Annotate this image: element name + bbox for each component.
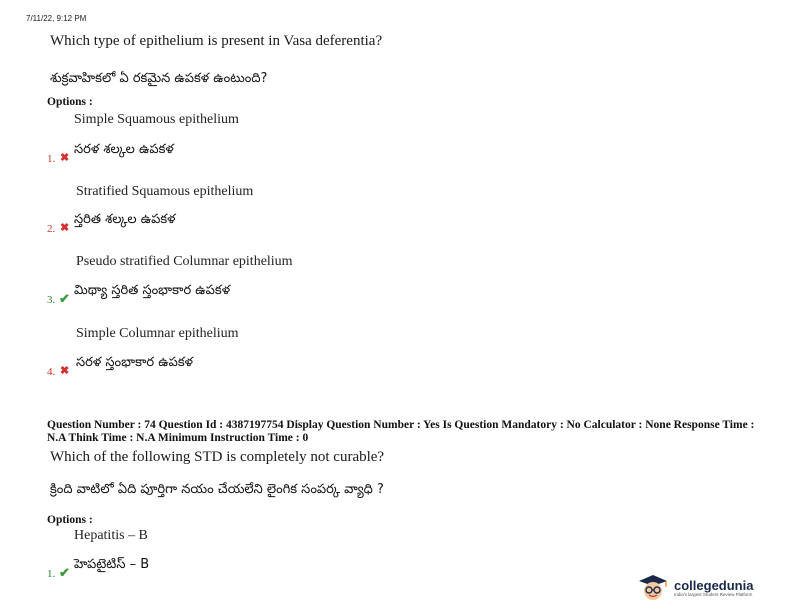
option-telugu: సరళ స్తంభాకార ఉపకళ (76, 355, 193, 370)
option-telugu: మిథ్యా స్తరిత స్తంభాకార ఉపకళ (74, 283, 231, 298)
question-english: Which type of epithelium is present in Vasa deferentia? (50, 33, 383, 49)
question-telugu: క్రింది వాటిలో ఏది పూర్తిగా నయం చేయలేని లైంగిక సంపర్క వ్యాధి ? (50, 482, 384, 497)
collegedunia-logo (636, 574, 753, 602)
cross-icon: ✖ (60, 365, 70, 377)
option-telugu: సరళ శల్కల ఉపకళ (74, 142, 174, 157)
graduate-mascot-icon (636, 574, 670, 602)
option-number: 4. (47, 366, 56, 378)
option-english: Stratified Squamous epithelium (76, 184, 254, 199)
question-english: Which of the following STD is completely not curable? (50, 449, 385, 465)
checkmark-icon: ✔ (59, 291, 70, 306)
question-telugu: శుక్రవాహికలో ఏ రకమైన ఉపకళ ఉంటుంది? (50, 71, 268, 86)
option-english: Simple Squamous epithelium (74, 112, 239, 127)
option-english: Hepatitis – B (74, 528, 148, 543)
option-number: 1. (47, 568, 56, 580)
option-number: 3. (47, 294, 56, 306)
option-number: 1. (47, 153, 56, 165)
options-label: Options : (47, 514, 93, 526)
cross-icon: ✖ (60, 222, 70, 234)
cross-icon: ✖ (60, 152, 70, 164)
option-telugu: హెపటైటిస్ – B (74, 557, 150, 572)
option-english: Simple Columnar epithelium (76, 326, 239, 341)
logo-tagline: India's largest Student Review Platform (674, 591, 753, 597)
checkmark-icon: ✔ (59, 565, 70, 580)
question-meta: Question Number : 74 Question Id : 4387197754 Display Question Number : Yes Is Question Mandatory : No Calculator : None Response Time : N.A Think Time : N.A Minimum Instruction Time : 0 (47, 419, 755, 444)
option-number: 2. (47, 223, 56, 235)
options-label: Options : (47, 96, 93, 108)
option-english: Pseudo stratified Columnar epithelium (76, 254, 293, 269)
print-timestamp: 7/11/22, 9:12 PM (26, 14, 87, 23)
option-telugu: స్తరిత శల్కల ఉపకళ (74, 212, 176, 227)
logo-name: collegedunia (674, 577, 754, 593)
